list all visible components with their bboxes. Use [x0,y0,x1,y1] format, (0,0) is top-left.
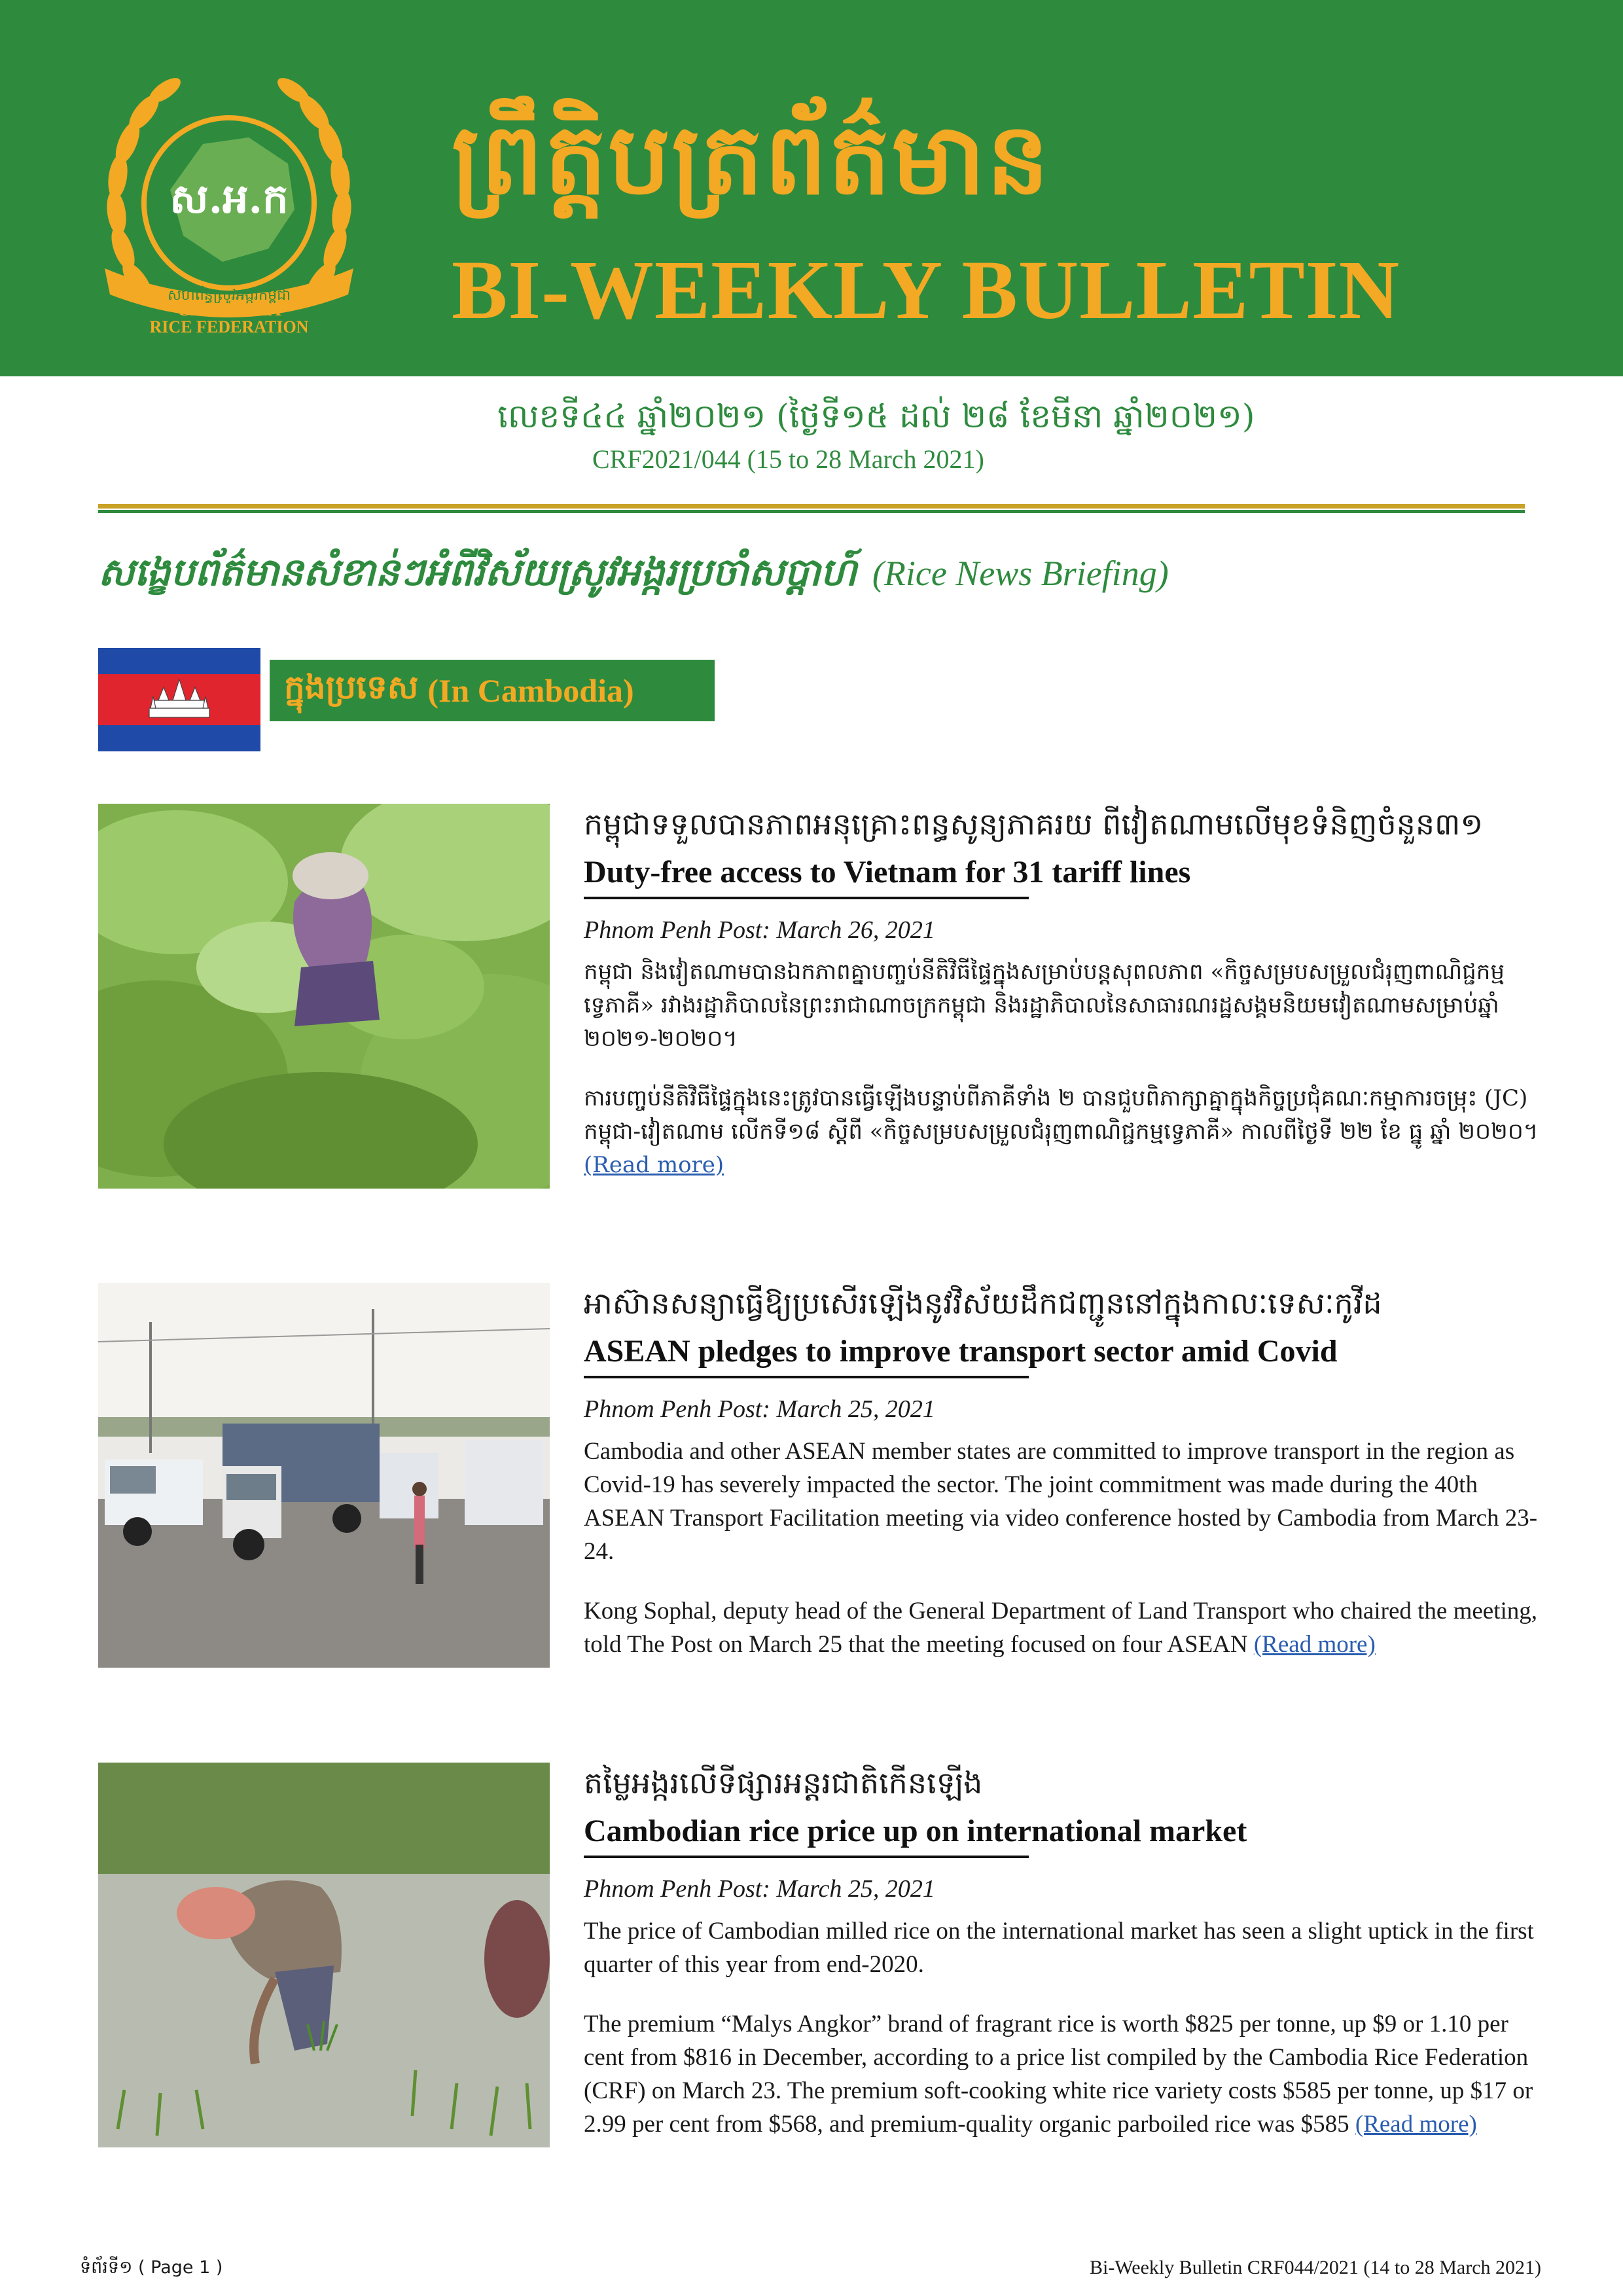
article-2-paragraph-2: Kong Sophal, deputy head of the General Department of Land Transport who chaired the meeting, told The Post on March 25 that the meeting focused on four ASEAN (Read more) [584,1598,1538,1658]
bulletin-title-en: BI-WEEKLY BULLETIN [452,243,1400,336]
article-3-paragraph-2: The premium “Malys Angkor” brand of fragrant rice is worth $825 per tonne, up $9 or 1.10 per cent from $816 in December, according to a price list compiled by the Cambodia Rice Federation (CRF) on March 23. The premium soft-cooking white rice variety costs $585 per tonne, up $17 or 2.99 per cent from $568, and premium-quality organic parboiled rice was $585 (Read more) [584,2011,1533,2138]
briefing-heading-kh: សង្ខេបព័ត៌មានសំខាន់ៗអំពីវិស័យស្រូវអង្ករប្រចាំសប្ដាហ៍ [98,550,857,594]
rice-planting-photo [98,1763,550,2147]
bulletin-title-kh: ព្រឹត្តិបត្រព័ត៌មាន [452,101,1050,217]
article-2-title-kh: អាស៊ានសន្យាធ្វើឱ្យប្រសើរឡើងនូវវិស័យដឹកជញ្ជូននៅក្នុងកាលៈទេសៈកូវីដ [584,1285,1382,1321]
title-underline [584,1376,1029,1378]
article-3-title-en: Cambodian rice price up on international market [584,1814,1247,1848]
article-1 [98,804,1538,1196]
article-1-source: Phnom Penh Post: March 26, 2021 [584,916,935,944]
article-2-source: Phnom Penh Post: March 25, 2021 [584,1395,935,1423]
article-2 [98,1283,1538,1676]
read-more-link[interactable]: (Read more) [584,1152,724,1178]
svg-text:សហព័ន្ធស្រូវអង្ករកម្ពុជា: សហព័ន្ធស្រូវអង្ករកម្ពុជា [167,287,291,304]
issue-number-kh: លេខទី៤៤ ឆ្នាំ២០២១ (ថ្ងៃទី១៥ ដល់ ២៨ ខែមីនា ឆ្នាំ២០២១) [497,397,1255,435]
article-3 [98,1763,1538,2155]
divider-green [98,510,1525,513]
article-3-source: Phnom Penh Post: March 25, 2021 [584,1875,935,1903]
read-more-link[interactable]: (Read more) [1355,2111,1477,2138]
issue-number-en: CRF2021/044 (15 to 28 March 2021) [592,444,984,474]
section-label [270,660,715,721]
title-underline [584,897,1029,899]
article-1-title-en: Duty-free access to Vietnam for 31 tariff lines [584,855,1191,889]
footer-bulletin-info: Bi-Weekly Bulletin CRF044/2021 (14 to 28 March 2021) [1090,2257,1542,2278]
briefing-heading-en: (Rice News Briefing) [872,554,1169,593]
article-3-title-kh: តម្លៃអង្ករលើទីផ្សារអន្តរជាតិកើនឡើង [584,1765,983,1801]
article-1-paragraph-2: ការបញ្ចប់នីតិវិធីផ្ទៃក្នុងនេះត្រូវបានធ្វើឡើងបន្ទាប់ពីភាគីទាំង ២ បានជួបពិភាក្សាគ្នាក្នុងកិច្ចប្រជុំគណៈកម្មាការចម្រុះ (JC) កម្ពុជា-វៀតណាម លើកទី១៨ ស្ដីពី «កិច្ចសម្របសម្រួលជំរុញពាណិជ្ជកម្មទ្វេភាគី» កាលពីថ្ងៃទី ២២ ខែ ធ្នូ ឆ្នាំ ២០២០។ (Read more) [584,1085,1539,1178]
svg-text:CAMBODIA: CAMBODIA [177,300,281,320]
article-1-paragraph-1: កម្ពុជា និងវៀតណាមបានឯកភាពគ្នាបញ្ចប់នីតិវិធីផ្ទៃក្នុងសម្រាប់បន្តសុពលភាព «កិច្ចសម្របសម្រួលជំរុញពាណិជ្ជកម្មទ្វេភាគី» រវាងរដ្ឋាភិបាលនៃព្រះរាជាណាចក្រកម្ពុជា និងរដ្ឋាភិបាលនៃសាធារណរដ្ឋសង្គមនិយមវៀតណាមសម្រាប់ឆ្នាំ ២០២១-២០២០។ [584,959,1505,1052]
article-3-text [584,1763,1539,2141]
article-2-text [584,1283,1539,1661]
article-2-title-en: ASEAN pledges to improve transport sector amid Covid [584,1334,1338,1369]
article-2-paragraph-1: Cambodia and other ASEAN member states are committed to improve transport in the region as Covid-19 has severely impacted the sector. The joint commitment was made during the 40th ASEAN Transport Facilitation meeting via video conference hosted by Cambodia from March 23-24. [584,1438,1538,1565]
section-label-en: (In Cambodia) [427,672,634,709]
article-1-title-kh: កម្ពុជាទទួលបានភាពអនុគ្រោះពន្ធសូន្យភាគរយ ពីវៀតណាមលើមុខទំនិញចំនួន៣១ [584,806,1484,842]
page-number: ទំព័រទី១ ( Page 1 ) [80,2257,223,2278]
header-banner [0,0,1623,376]
section-label-kh: ក្នុងប្រទេស [284,667,419,706]
article-3-paragraph-1: The price of Cambodian milled rice on the international market has seen a slight uptick in the first quarter of this year from end-2020. [584,1918,1534,1978]
crf-logo [92,72,366,334]
trucks-photo [98,1283,550,1668]
svg-text:ស.អ.ក: ស.អ.ក [169,175,289,223]
briefing-heading [98,548,1169,604]
divider-gold [98,504,1525,509]
read-more-link[interactable]: (Read more) [1253,1631,1376,1658]
tobacco-field-photo [98,804,550,1189]
svg-text:RICE FEDERATION: RICE FEDERATION [149,317,309,334]
cambodia-flag-icon [98,648,260,751]
article-1-text [584,804,1539,1182]
title-underline [584,1856,1029,1858]
